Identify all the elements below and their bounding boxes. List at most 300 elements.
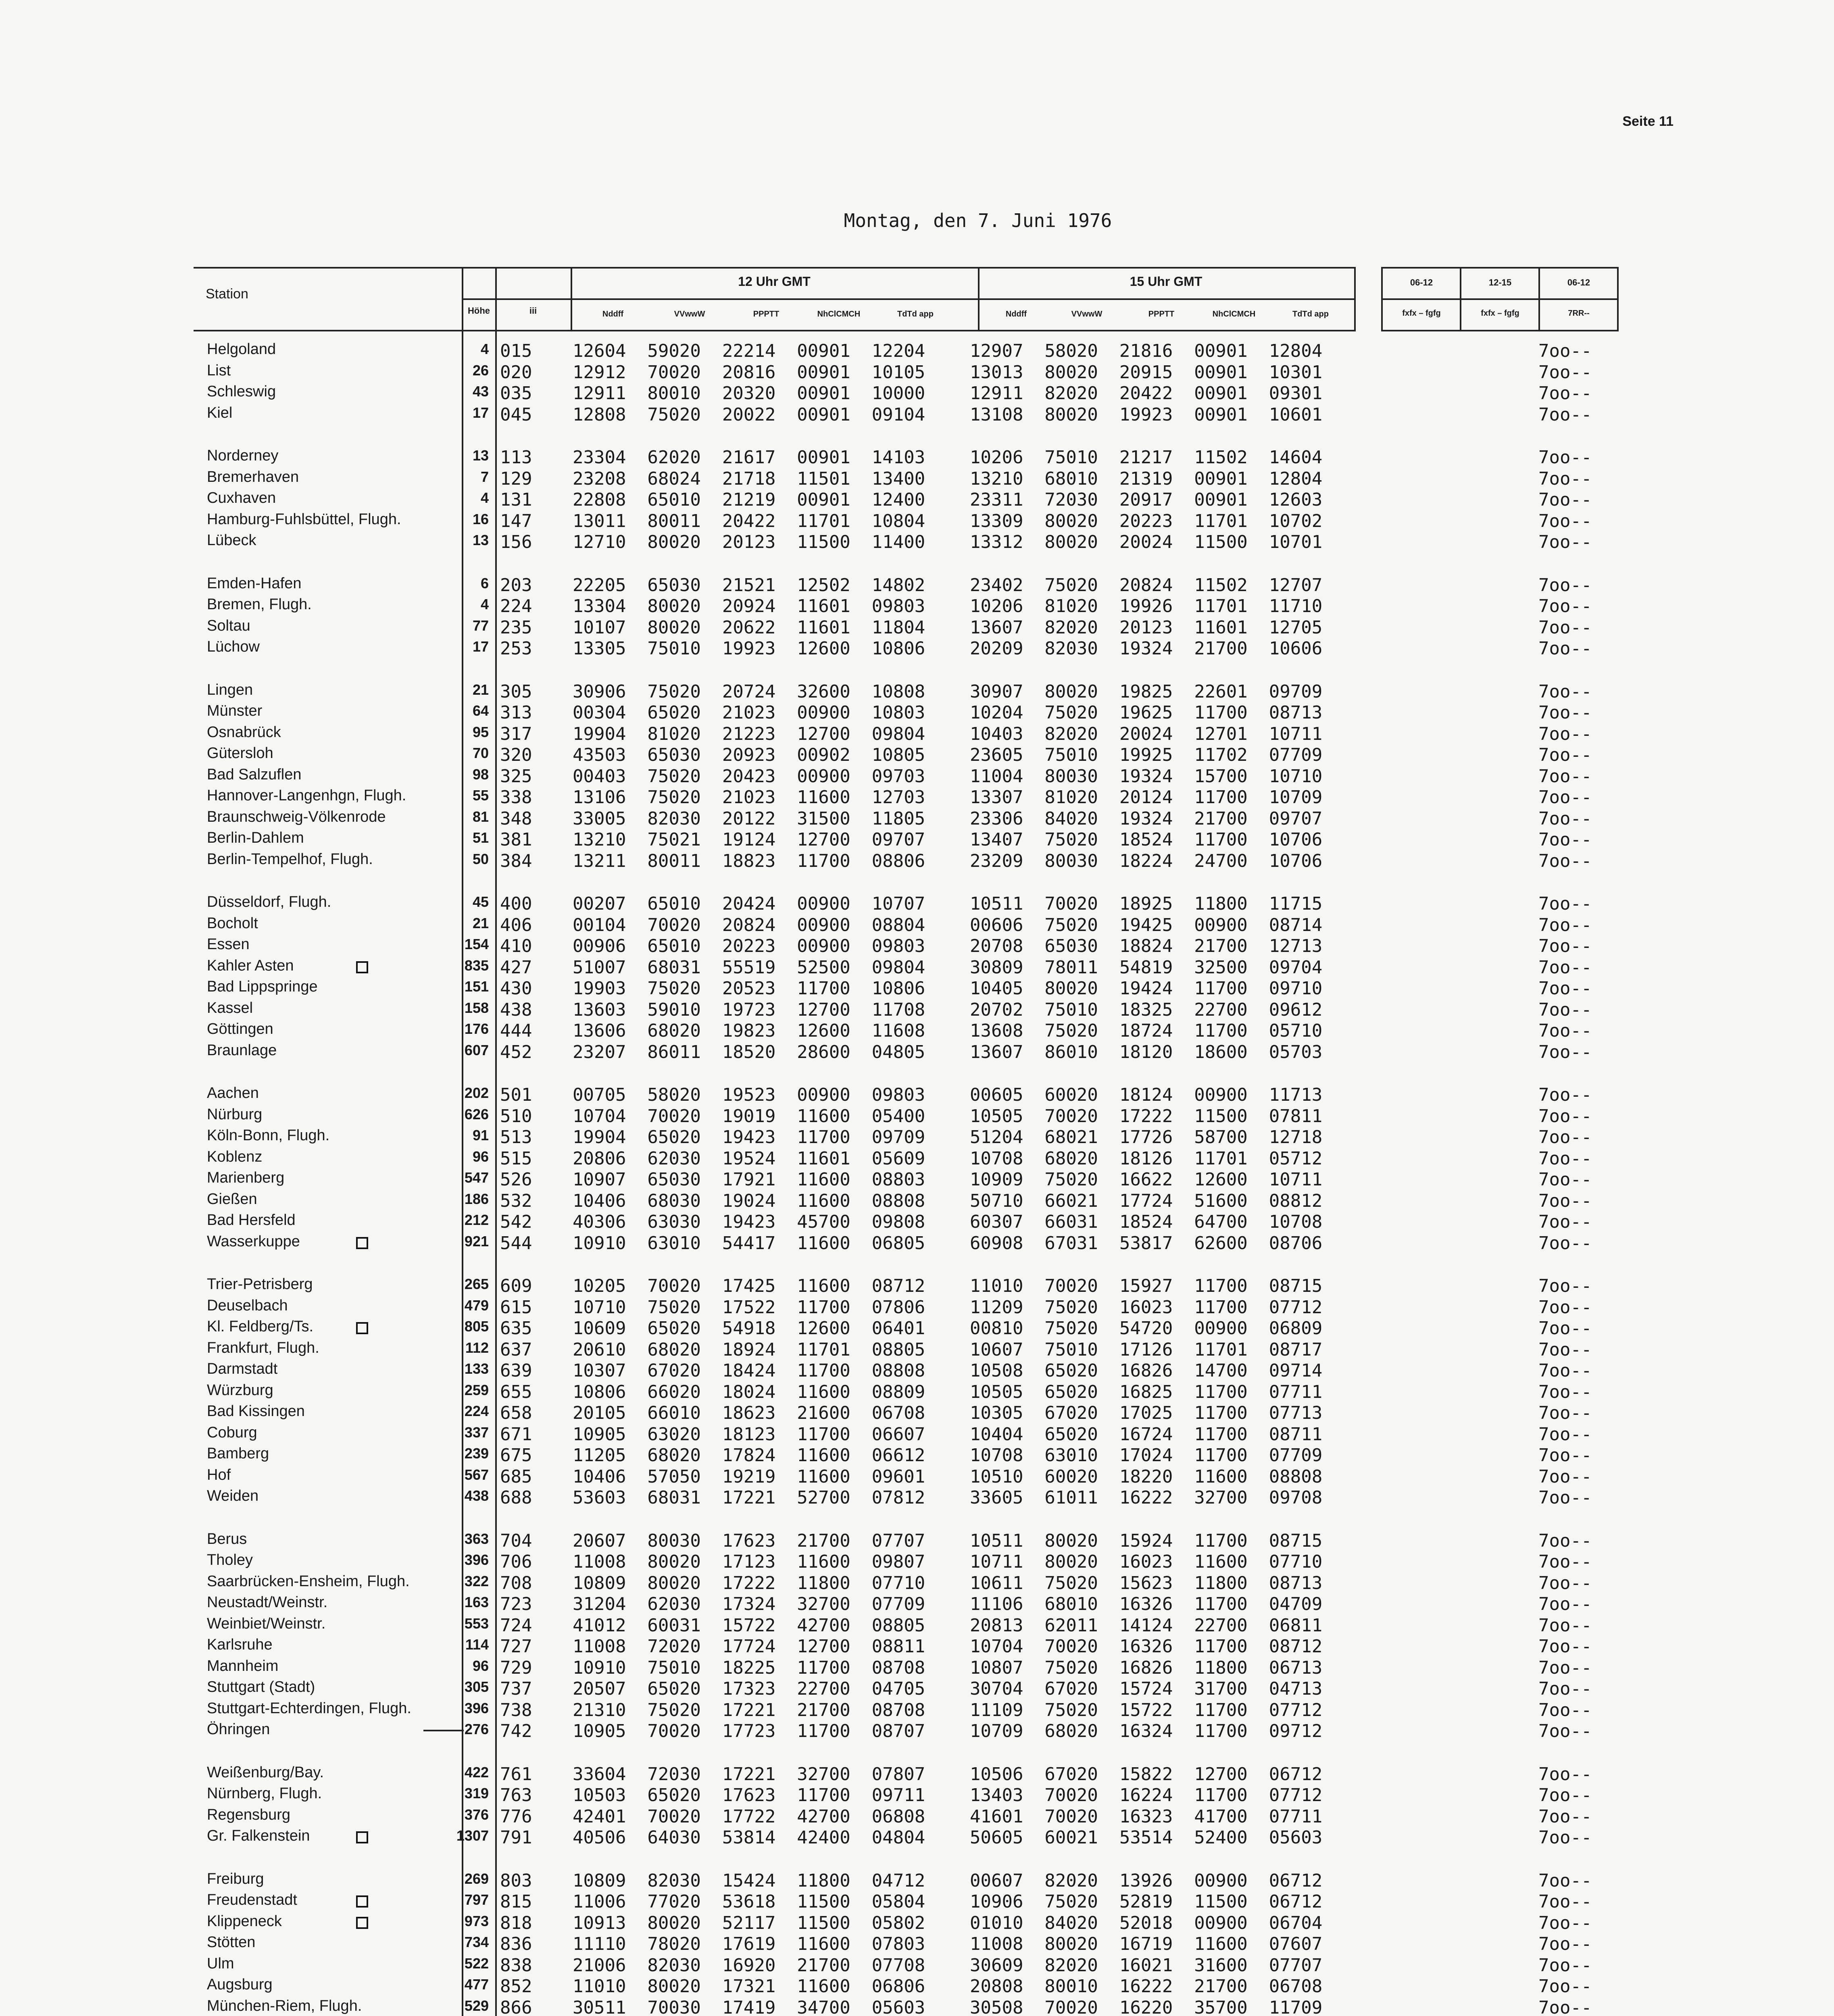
- page-date: Montag, den 7. Juni 1976: [844, 210, 1112, 231]
- header-iii: iii: [529, 306, 537, 316]
- station-height: 43: [472, 383, 489, 400]
- station-height: 479: [464, 1297, 489, 1314]
- station-name: Trier-Petrisberg: [207, 1276, 313, 1293]
- station-height: 154: [464, 936, 489, 952]
- obs-12-uhr: 53603 68031 17221 52700 07812: [573, 1487, 925, 1508]
- precip-06-12: 7oo--: [1538, 936, 1592, 956]
- obs-15-uhr: 20702 75010 18325 22700 09612: [970, 999, 1323, 1020]
- station-iii: 803: [500, 1870, 532, 1891]
- obs-12-uhr: 10406 57050 19219 11600 09601: [573, 1466, 925, 1487]
- station-name: Karlsruhe: [207, 1636, 273, 1653]
- station-height: 477: [464, 1976, 489, 1993]
- obs-15-uhr: 10704 70020 16326 11700 08712: [970, 1636, 1323, 1657]
- precip-06-12: 7oo--: [1538, 1594, 1592, 1614]
- station-iii: 338: [500, 787, 532, 808]
- header-12-uhr: 12 Uhr GMT: [738, 274, 811, 289]
- station-name: Hamburg-Fuhlsbüttel, Flugh.: [207, 510, 401, 528]
- obs-15-uhr: 30809 78011 54819 32500 09704: [970, 957, 1323, 978]
- station-height: 81: [472, 808, 489, 825]
- station-height: 239: [464, 1445, 489, 1462]
- station-name: Deuselbach: [207, 1297, 288, 1314]
- obs-12-uhr: 11008 80020 17123 11600 09807: [573, 1552, 925, 1572]
- obs-15-uhr: 20813 62011 14124 22700 06811: [970, 1615, 1323, 1636]
- station-iii: 704: [500, 1530, 532, 1551]
- station-height: 522: [464, 1955, 489, 1972]
- station-name: Essen: [207, 936, 250, 953]
- col-12-vvwww: VVwwW: [674, 310, 705, 319]
- obs-15-uhr: 13307 81020 20124 11700 10709: [970, 787, 1323, 808]
- station-height: 4: [480, 341, 489, 357]
- station-name: Ulm: [207, 1955, 234, 1972]
- obs-15-uhr: 00607 82020 13926 00900 06712: [970, 1870, 1323, 1891]
- obs-15-uhr: 60307 66031 18524 64700 10708: [970, 1212, 1323, 1232]
- obs-15-uhr: 10404 65020 16724 11700 08711: [970, 1424, 1323, 1445]
- extra-col-1-top: 06-12: [1410, 277, 1433, 287]
- obs-15-uhr: 12911 82020 20422 00901 09301: [970, 383, 1323, 404]
- station-name: Würzburg: [207, 1381, 273, 1399]
- station-name: Helgoland: [207, 341, 276, 358]
- obs-15-uhr: 12907 58020 21816 00901 12804: [970, 341, 1323, 361]
- station-name: Gießen: [207, 1190, 257, 1208]
- station-height: 16: [472, 510, 489, 527]
- obs-12-uhr: 21006 82030 16920 21700 07708: [573, 1955, 925, 1976]
- obs-12-uhr: 12911 80010 20320 00901 10000: [573, 383, 925, 404]
- station-height: 805: [464, 1318, 489, 1335]
- station-iii: 131: [500, 489, 532, 510]
- obs-15-uhr: 13013 80020 20915 00901 10301: [970, 362, 1323, 383]
- square-icon: [356, 961, 368, 973]
- station-iii: 510: [500, 1106, 532, 1127]
- obs-15-uhr: 50710 66021 17724 51600 08812: [970, 1190, 1323, 1211]
- obs-12-uhr: 12808 75020 20022 00901 09104: [573, 404, 925, 425]
- station-height: 26: [472, 362, 489, 379]
- station-name: Gütersloh: [207, 745, 273, 762]
- station-name: Osnabrück: [207, 723, 281, 741]
- station-height: 224: [464, 1403, 489, 1419]
- station-height: 50: [472, 850, 489, 867]
- page-number: Seite 11: [1622, 114, 1674, 129]
- obs-12-uhr: 10907 65030 17921 11600 08803: [573, 1169, 925, 1190]
- station-name: Lüchow: [207, 638, 260, 655]
- station-height: 797: [464, 1891, 489, 1908]
- station-height: 626: [464, 1106, 489, 1123]
- station-iii: 738: [500, 1699, 532, 1720]
- station-height: 529: [464, 1997, 489, 2014]
- obs-12-uhr: 19904 65020 19423 11700 09709: [573, 1127, 925, 1148]
- station-height: 176: [464, 1020, 489, 1037]
- station-height: 973: [464, 1912, 489, 1929]
- obs-12-uhr: 10205 70020 17425 11600 08712: [573, 1276, 925, 1296]
- precip-06-12: 7oo--: [1538, 362, 1592, 383]
- station-name: Münster: [207, 702, 263, 719]
- station-name: Nürburg: [207, 1106, 263, 1123]
- station-height: 553: [464, 1615, 489, 1632]
- station-iii: 015: [500, 341, 532, 361]
- square-icon: [356, 1917, 368, 1929]
- station-height: 276: [464, 1721, 489, 1737]
- station-name: Bremen, Flugh.: [207, 596, 312, 613]
- precip-06-12: 7oo--: [1538, 1318, 1592, 1339]
- station-iii: 305: [500, 681, 532, 702]
- precip-06-12: 7oo--: [1538, 1127, 1592, 1148]
- station-iii: 655: [500, 1381, 532, 1402]
- station-name: Bamberg: [207, 1445, 269, 1462]
- precip-06-12: 7oo--: [1538, 447, 1592, 468]
- obs-15-uhr: 30907 80020 19825 22601 09709: [970, 681, 1323, 702]
- precip-06-12: 7oo--: [1538, 745, 1592, 765]
- precip-06-12: 7oo--: [1538, 1552, 1592, 1572]
- obs-15-uhr: 11106 68010 16326 11700 04709: [970, 1594, 1323, 1614]
- obs-12-uhr: 10406 68030 19024 11600 08808: [573, 1190, 925, 1211]
- station-name: Bad Lippspringe: [207, 978, 318, 995]
- obs-12-uhr: 12604 59020 22214 00901 12204: [573, 341, 925, 361]
- obs-15-uhr: 23311 72030 20917 00901 12603: [970, 489, 1323, 510]
- precip-06-12: 7oo--: [1538, 1764, 1592, 1785]
- precip-06-12: 7oo--: [1538, 510, 1592, 531]
- obs-12-uhr: 20806 62030 19524 11601 05609: [573, 1148, 925, 1169]
- obs-15-uhr: 13608 75020 18724 11700 05710: [970, 1020, 1323, 1041]
- station-name: Regensburg: [207, 1806, 291, 1823]
- precip-06-12: 7oo--: [1538, 341, 1592, 361]
- precip-06-12: 7oo--: [1538, 1912, 1592, 1933]
- precip-06-12: 7oo--: [1538, 808, 1592, 829]
- obs-15-uhr: 60908 67031 53817 62600 08706: [970, 1233, 1323, 1254]
- obs-12-uhr: 40306 63030 19423 45700 09808: [573, 1212, 925, 1232]
- col-15-tdtd: TdTd app: [1292, 310, 1329, 319]
- obs-12-uhr: 13603 59010 19723 12700 11708: [573, 999, 925, 1020]
- precip-06-12: 7oo--: [1538, 1572, 1592, 1593]
- station-iii: 452: [500, 1041, 532, 1062]
- station-name: Neustadt/Weinstr.: [207, 1594, 328, 1611]
- precip-06-12: 7oo--: [1538, 1636, 1592, 1657]
- station-height: 734: [464, 1934, 489, 1950]
- station-iii: 815: [500, 1891, 532, 1912]
- obs-12-uhr: 23207 86011 18520 28600 04805: [573, 1041, 925, 1062]
- obs-15-uhr: 10511 80020 15924 11700 08715: [970, 1530, 1323, 1551]
- precip-06-12: 7oo--: [1538, 1297, 1592, 1318]
- station-name: Bremerhaven: [207, 468, 299, 485]
- col-15-nddff: Nddff: [1005, 310, 1027, 319]
- precip-06-12: 7oo--: [1538, 1955, 1592, 1976]
- precip-06-12: 7oo--: [1538, 468, 1592, 489]
- station-iii: 776: [500, 1806, 532, 1827]
- precip-06-12: 7oo--: [1538, 1403, 1592, 1423]
- obs-12-uhr: 10913 80020 52117 11500 05802: [573, 1912, 925, 1933]
- station-iii: 671: [500, 1424, 532, 1445]
- obs-12-uhr: 10710 75020 17522 11700 07806: [573, 1297, 925, 1318]
- station-iii: 532: [500, 1190, 532, 1211]
- obs-15-uhr: 10607 75010 17126 11701 08717: [970, 1339, 1323, 1360]
- obs-15-uhr: 30609 82020 16021 31600 07707: [970, 1955, 1323, 1976]
- obs-15-uhr: 10405 80020 19424 11700 09710: [970, 978, 1323, 999]
- station-name: Göttingen: [207, 1020, 273, 1037]
- obs-15-uhr: 23605 75010 19925 11702 07709: [970, 745, 1323, 765]
- station-name: Freudenstadt: [207, 1891, 297, 1908]
- station-iii: 658: [500, 1403, 532, 1423]
- precip-06-12: 7oo--: [1538, 1445, 1592, 1466]
- station-height: 212: [464, 1212, 489, 1228]
- precip-06-12: 7oo--: [1538, 1615, 1592, 1636]
- station-height: 835: [464, 957, 489, 974]
- obs-12-uhr: 23208 68024 21718 11501 13400: [573, 468, 925, 489]
- station-name: Weißenburg/Bay.: [207, 1764, 324, 1781]
- station-height: 607: [464, 1041, 489, 1058]
- precip-06-12: 7oo--: [1538, 1827, 1592, 1848]
- station-height: 921: [464, 1233, 489, 1250]
- station-iii: 675: [500, 1445, 532, 1466]
- station-iii: 430: [500, 978, 532, 999]
- station-iii: 381: [500, 829, 532, 850]
- obs-15-uhr: 11008 80020 16719 11600 07607: [970, 1934, 1323, 1954]
- station-height: 376: [464, 1806, 489, 1823]
- station-name: Marienberg: [207, 1169, 285, 1186]
- obs-15-uhr: 10708 63010 17024 11700 07709: [970, 1445, 1323, 1466]
- station-iii: 526: [500, 1169, 532, 1190]
- precip-06-12: 7oo--: [1538, 1106, 1592, 1127]
- precip-06-12: 7oo--: [1538, 532, 1592, 552]
- obs-15-uhr: 20708 65030 18824 21700 12713: [970, 936, 1323, 956]
- station-name: Cuxhaven: [207, 489, 276, 506]
- obs-12-uhr: 13106 75020 21023 11600 12703: [573, 787, 925, 808]
- precip-06-12: 7oo--: [1538, 893, 1592, 914]
- station-name: Bad Hersfeld: [207, 1212, 296, 1229]
- station-iii: 639: [500, 1360, 532, 1381]
- station-name: Schleswig: [207, 383, 276, 400]
- obs-12-uhr: 00403 75020 20423 00900 09703: [573, 766, 925, 787]
- precip-06-12: 7oo--: [1538, 1212, 1592, 1232]
- station-name: Bocholt: [207, 914, 258, 932]
- station-iii: 542: [500, 1212, 532, 1232]
- station-iii: 384: [500, 850, 532, 871]
- precip-06-12: 7oo--: [1538, 1976, 1592, 1997]
- obs-15-uhr: 10204 75020 19625 11700 08713: [970, 702, 1323, 723]
- station-height: 567: [464, 1466, 489, 1483]
- precip-06-12: 7oo--: [1538, 1699, 1592, 1720]
- precip-06-12: 7oo--: [1538, 829, 1592, 850]
- obs-15-uhr: 11109 75020 15722 11700 07712: [970, 1699, 1323, 1720]
- obs-12-uhr: 10905 63020 18123 11700 06607: [573, 1424, 925, 1445]
- station-name: Tholey: [207, 1552, 253, 1568]
- station-name: Lingen: [207, 681, 253, 698]
- station-name: Weiden: [207, 1487, 259, 1504]
- station-iii: 438: [500, 999, 532, 1020]
- col-15-ppptt: PPPTT: [1148, 310, 1175, 319]
- obs-12-uhr: 00104 70020 20824 00900 08804: [573, 914, 925, 935]
- obs-15-uhr: 10906 75020 52819 11500 06712: [970, 1891, 1323, 1912]
- station-name: Augsburg: [207, 1976, 273, 1993]
- station-iii: 763: [500, 1785, 532, 1806]
- station-height: 13: [472, 447, 489, 464]
- station-iii: 253: [500, 638, 532, 659]
- station-name: Norderney: [207, 447, 279, 464]
- obs-12-uhr: 33604 72030 17221 32700 07807: [573, 1764, 925, 1785]
- obs-12-uhr: 20105 66010 18623 21600 06708: [573, 1403, 925, 1423]
- station-iii: 688: [500, 1487, 532, 1508]
- station-name: Freiburg: [207, 1870, 264, 1887]
- station-iii: 501: [500, 1085, 532, 1105]
- station-iii: 400: [500, 893, 532, 914]
- station-height: 186: [464, 1190, 489, 1207]
- precip-06-12: 7oo--: [1538, 1041, 1592, 1062]
- obs-15-uhr: 30704 67020 15724 31700 04713: [970, 1679, 1323, 1699]
- extra-col-3-top: 06-12: [1567, 277, 1590, 287]
- precip-06-12: 7oo--: [1538, 681, 1592, 702]
- station-name: Düsseldorf, Flugh.: [207, 893, 331, 910]
- obs-12-uhr: 10107 80020 20622 11601 11804: [573, 617, 925, 638]
- station-iii: 729: [500, 1657, 532, 1678]
- obs-12-uhr: 10503 65020 17623 11700 09711: [573, 1785, 925, 1806]
- obs-15-uhr: 30508 70020 16220 35700 11709: [970, 1997, 1323, 2016]
- obs-12-uhr: 10609 65020 54918 12600 06401: [573, 1318, 925, 1339]
- extra-col-3-bottom: 7RR--: [1568, 309, 1590, 318]
- precip-06-12: 7oo--: [1538, 1276, 1592, 1296]
- obs-12-uhr: 51007 68031 55519 52500 09804: [573, 957, 925, 978]
- station-name: Lübeck: [207, 532, 256, 549]
- obs-15-uhr: 23306 84020 19324 21700 09707: [970, 808, 1323, 829]
- obs-15-uhr: 41601 70020 16323 41700 07711: [970, 1806, 1323, 1827]
- precip-06-12: 7oo--: [1538, 1424, 1592, 1445]
- station-height: 322: [464, 1572, 489, 1589]
- station-iii: 852: [500, 1976, 532, 1997]
- obs-15-uhr: 10510 60020 18220 11600 08808: [970, 1466, 1323, 1487]
- precip-06-12: 7oo--: [1538, 489, 1592, 510]
- station-name: Kahler Asten: [207, 957, 294, 974]
- obs-12-uhr: 10905 70020 17723 11700 08707: [573, 1721, 925, 1741]
- obs-12-uhr: 10307 67020 18424 11700 08808: [573, 1360, 925, 1381]
- station-iii: 637: [500, 1339, 532, 1360]
- obs-15-uhr: 13108 80020 19923 00901 10601: [970, 404, 1323, 425]
- station-height: 133: [464, 1360, 489, 1377]
- station-name: Berlin-Dahlem: [207, 829, 304, 846]
- station-iii: 513: [500, 1127, 532, 1148]
- station-height: 151: [464, 978, 489, 995]
- obs-12-uhr: 42401 70020 17722 42700 06808: [573, 1806, 925, 1827]
- extra-col-1-bottom: fxfx – fgfg: [1402, 309, 1441, 318]
- col-12-ppptt: PPPTT: [753, 310, 779, 319]
- station-iii: 325: [500, 766, 532, 787]
- obs-15-uhr: 10508 65020 16826 14700 09714: [970, 1360, 1323, 1381]
- obs-12-uhr: 20610 68020 18924 11701 08805: [573, 1339, 925, 1360]
- obs-15-uhr: 10708 68020 18126 11701 05712: [970, 1148, 1323, 1169]
- header-station: Station: [206, 286, 248, 302]
- obs-12-uhr: 31204 62030 17324 32700 07709: [573, 1594, 925, 1614]
- precip-06-12: 7oo--: [1538, 1360, 1592, 1381]
- station-name: Klippeneck: [207, 1912, 282, 1930]
- station-iii: 113: [500, 447, 532, 468]
- obs-12-uhr: 13606 68020 19823 12600 11608: [573, 1020, 925, 1041]
- obs-15-uhr: 00810 75020 54720 00900 06809: [970, 1318, 1323, 1339]
- precip-06-12: 7oo--: [1538, 914, 1592, 935]
- obs-12-uhr: 13304 80020 20924 11601 09803: [573, 596, 925, 616]
- station-iii: 406: [500, 914, 532, 935]
- obs-15-uhr: 01010 84020 52018 00900 06704: [970, 1912, 1323, 1933]
- station-name: Bad Kissingen: [207, 1403, 305, 1420]
- station-name: Weinbiet/Weinstr.: [207, 1615, 326, 1632]
- obs-12-uhr: 12710 80020 20123 11500 11400: [573, 532, 925, 552]
- station-name: Hannover-Langenhgn, Flugh.: [207, 787, 406, 804]
- obs-12-uhr: 30511 70030 17419 34700 05603: [573, 1997, 925, 2016]
- extra-col-2-top: 12-15: [1488, 277, 1512, 287]
- station-height: 17: [472, 404, 489, 421]
- obs-12-uhr: 22205 65030 21521 12502 14802: [573, 575, 925, 596]
- station-height: 259: [464, 1381, 489, 1398]
- station-iii: 615: [500, 1297, 532, 1318]
- obs-15-uhr: 13607 86010 18120 18600 05703: [970, 1041, 1323, 1062]
- square-icon: [356, 1831, 368, 1843]
- station-height: 96: [472, 1657, 489, 1674]
- obs-12-uhr: 13210 75021 19124 12700 09707: [573, 829, 925, 850]
- precip-06-12: 7oo--: [1538, 1190, 1592, 1211]
- obs-12-uhr: 10910 75010 18225 11700 08708: [573, 1657, 925, 1678]
- precip-06-12: 7oo--: [1538, 1891, 1592, 1912]
- station-height: 337: [464, 1424, 489, 1441]
- station-iii: 635: [500, 1318, 532, 1339]
- obs-12-uhr: 20507 65020 17323 22700 04705: [573, 1679, 925, 1699]
- obs-15-uhr: 11004 80030 19324 15700 10710: [970, 766, 1323, 787]
- station-iii: 320: [500, 745, 532, 765]
- obs-12-uhr: 10809 80020 17222 11800 07710: [573, 1572, 925, 1593]
- precip-06-12: 7oo--: [1538, 999, 1592, 1020]
- station-name: Bad Salzuflen: [207, 766, 302, 783]
- station-name: Saarbrücken-Ensheim, Flugh.: [207, 1572, 410, 1590]
- station-iii: 838: [500, 1955, 532, 1976]
- station-height: 265: [464, 1276, 489, 1292]
- station-iii: 515: [500, 1148, 532, 1169]
- station-height: 17: [472, 638, 489, 655]
- station-height: 396: [464, 1552, 489, 1568]
- station-iii: 147: [500, 510, 532, 531]
- obs-15-uhr: 13312 80020 20024 11500 10701: [970, 532, 1323, 552]
- obs-12-uhr: 13211 80011 18823 11700 08806: [573, 850, 925, 871]
- station-height: 305: [464, 1679, 489, 1695]
- precip-06-12: 7oo--: [1538, 1721, 1592, 1741]
- obs-15-uhr: 33605 61011 16222 32700 09708: [970, 1487, 1323, 1508]
- obs-15-uhr: 10511 70020 18925 11800 11715: [970, 893, 1323, 914]
- station-name: Stötten: [207, 1934, 256, 1951]
- station-height: 45: [472, 893, 489, 910]
- extra-col-2-bottom: fxfx – fgfg: [1481, 309, 1519, 318]
- obs-12-uhr: 00304 65020 21023 00900 10803: [573, 702, 925, 723]
- station-name: München-Riem, Flugh.: [207, 1997, 362, 2014]
- precip-06-12: 7oo--: [1538, 723, 1592, 744]
- precip-06-12: 7oo--: [1538, 702, 1592, 723]
- obs-15-uhr: 50605 60021 53514 52400 05603: [970, 1827, 1323, 1848]
- station-height: 363: [464, 1530, 489, 1547]
- station-name: Öhringen: [207, 1721, 270, 1738]
- station-name: Kassel: [207, 999, 253, 1016]
- station-name: Köln-Bonn, Flugh.: [207, 1127, 330, 1144]
- obs-15-uhr: 10909 75020 16622 12600 10711: [970, 1169, 1323, 1190]
- station-height: 51: [472, 829, 489, 846]
- col-15-vvwww: VVwwW: [1071, 310, 1102, 319]
- obs-15-uhr: 00605 60020 18124 00900 11713: [970, 1085, 1323, 1105]
- station-name: Braunschweig-Völkenrode: [207, 808, 386, 825]
- station-name: Soltau: [207, 617, 250, 634]
- station-iii: 317: [500, 723, 532, 744]
- precip-06-12: 7oo--: [1538, 1148, 1592, 1169]
- station-height: 112: [465, 1339, 489, 1356]
- obs-12-uhr: 10910 63010 54417 11600 06805: [573, 1233, 925, 1254]
- precip-06-12: 7oo--: [1538, 1169, 1592, 1190]
- station-iii: 129: [500, 468, 532, 489]
- station-height: 13: [472, 532, 489, 548]
- obs-15-uhr: 20209 82030 19324 21700 10606: [970, 638, 1323, 659]
- square-icon: [356, 1322, 368, 1334]
- precip-06-12: 7oo--: [1538, 617, 1592, 638]
- obs-15-uhr: 10305 67020 17025 11700 07713: [970, 1403, 1323, 1423]
- station-height: 114: [465, 1636, 489, 1653]
- station-iii: 035: [500, 383, 532, 404]
